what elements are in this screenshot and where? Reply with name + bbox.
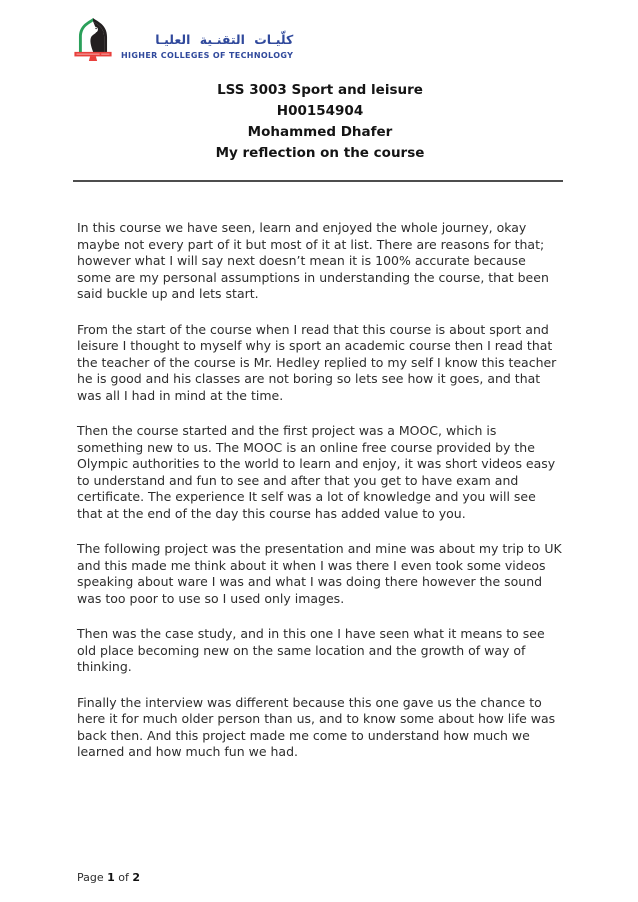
reflection-paragraph: In this course we have seen, learn and enjoyed the whole journey, okay maybe not every part of it but most of it at list. There are reasons for that; however what I will say next doesn’t mean it is 100% accurate because some are my personal assumptions in understanding the course, that been said buckle up and lets start. xyxy=(77,220,549,301)
reflection-body xyxy=(77,220,563,761)
logo-arabic-name: كلّيـات التقنـية العليـا xyxy=(155,32,294,47)
reflection-paragraph: The following project was the presentation and mine was about my trip to UK and this made me think about it when I was there I even took some videos speaking about ware I was and what I was doing there however the sound was too poor to use so I used only images. xyxy=(77,541,562,606)
course-code-title: LSS 3003 Sport and leisure xyxy=(217,82,423,98)
reflection-paragraph: Then was the case study, and in this one I have seen what it means to see old place becoming new on the same location and the growth of way of thinking. xyxy=(77,626,545,674)
logo-text xyxy=(121,32,293,61)
footer-page-label: Page xyxy=(77,871,104,884)
hct-emblem-icon xyxy=(74,17,112,62)
reflection-paragraph: Finally the interview was different because this one gave us the chance to here it for much older person than us, and to know some about how life was back then. And this project made me come to understand how much we learned and how much fun we had. xyxy=(77,694,556,759)
student-name: Mohammed Dhafer xyxy=(247,124,393,140)
header-divider xyxy=(73,180,563,182)
hct-logo xyxy=(74,17,293,62)
logo-english-name: HIGHER COLLEGES OF TECHNOLOGY xyxy=(121,51,294,60)
student-id: H00154904 xyxy=(276,103,364,119)
document-header xyxy=(77,80,563,164)
footer-of-label: of xyxy=(118,871,129,884)
footer-total-pages: 2 xyxy=(132,871,141,884)
footer-page-number: 1 xyxy=(107,871,115,884)
document-title: My reflection on the course xyxy=(215,145,425,161)
reflection-paragraph: Then the course started and the first project was a MOOC, which is something new to us. The MOOC is an online free course provided by the Olympic authorities to the world to learn and enjoy, it was short videos easy to understand and fun to see and after that you get to have exam and certificate. The experience It self was a lot of knowledge and you will see that at the end of the day this course has added value to you. xyxy=(77,423,556,521)
page-footer xyxy=(77,871,140,884)
reflection-paragraph: From the start of the course when I read that this course is about sport and leisure I thought to myself why is sport an academic course then I read that the teacher of the course is Mr. Hedley replied to my self I know this teacher he is good and his classes are not boring so lets see how it goes, and that was all I had in mind at the time. xyxy=(77,321,557,403)
